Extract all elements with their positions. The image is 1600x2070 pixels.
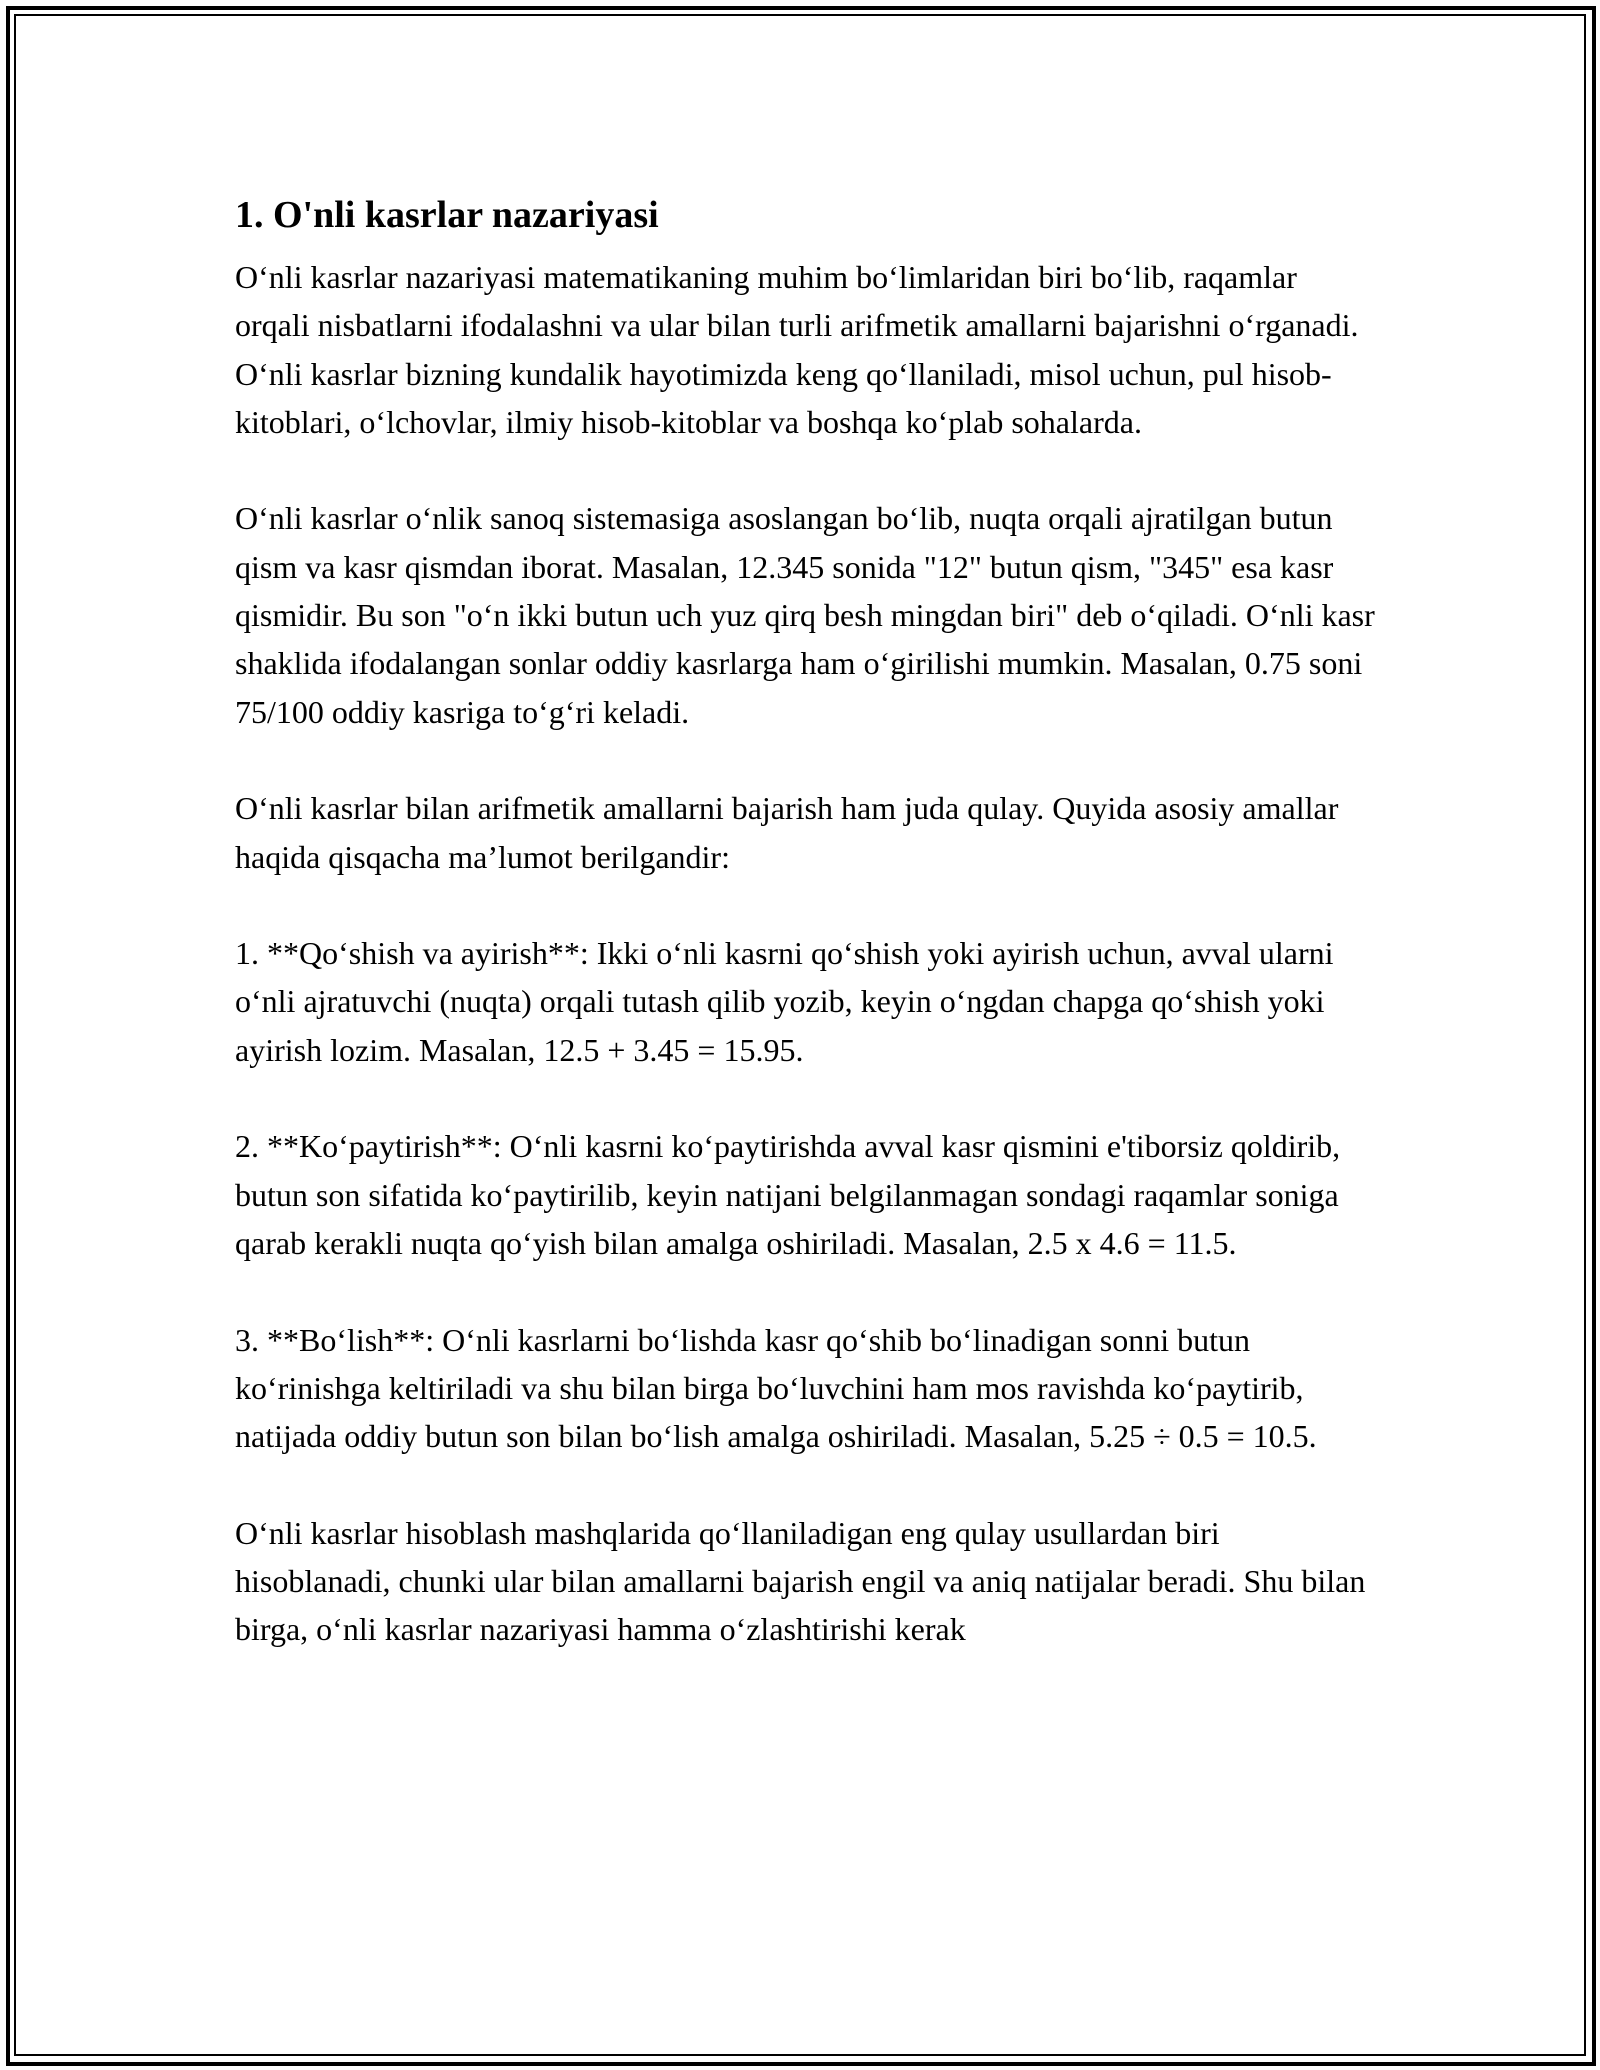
document-body bbox=[235, 185, 1375, 1654]
section-heading: 1. O'nli kasrlar nazariyasi bbox=[235, 194, 659, 236]
paragraph-multiplication: 2. **Ko‘paytirish**: O‘nli kasrni ko‘paytirishda avval kasr qismini e'tiborsiz qoldirib, butun son sifatida ko‘paytirilib, keyin natijani belgilanmagan sondagi raqamlar soniga qarab kerakli nuqta qo‘yish bilan amalga oshiriladi. Masalan, 2.5 x 4.6 = 11.5. bbox=[235, 1128, 1341, 1261]
paragraph-addition-subtraction: 1. **Qo‘shish va ayirish**: Ikki o‘nli kasrni qo‘shish yoki ayirish uchun, avval ularni o‘nli ajratuvchi (nuqta) orqali tutash qilib yozib, keyin o‘ngdan chapga qo‘shish yoki ayirish lozim. Masalan, 12.5 + 3.45 = 15.95. bbox=[235, 935, 1334, 1068]
paragraph-intro: O‘nli kasrlar nazariyasi matematikaning muhim bo‘limlaridan biri bo‘lib, raqamlar orqali nisbatlarni ifodalashni va ular bilan turli arifmetik amallarni bajarishni o‘rganadi. O‘nli kasrlar bizning kundalik hayotimizda keng qo‘llaniladi, misol uchun, pul hisob-kitoblari, o‘lchovlar, ilmiy hisob-kitoblar va boshqa ko‘plab sohalarda. bbox=[235, 259, 1359, 440]
paragraph-decimal-system: O‘nli kasrlar o‘nlik sanoq sistemasiga asoslangan bo‘lib, nuqta orqali ajratilgan butun qism va kasr qismdan iborat. Masalan, 12.345 sonida "12" butun qism, "345" esa kasr qismidir. Bu son "o‘n ikki butun uch yuz qirq besh mingdan biri" deb o‘qiladi. O‘nli kasr shaklida ifodalangan sonlar oddiy kasrlarga ham o‘girilishi mumkin. Masalan, 0.75 soni 75/100 oddiy kasriga to‘g‘ri keladi. bbox=[235, 500, 1375, 730]
paragraph-conclusion: O‘nli kasrlar hisoblash mashqlarida qo‘llaniladigan eng qulay usullardan biri hisoblanadi, chunki ular bilan amallarni bajarish engil va aniq natijalar beradi. Shu bilan birga, o‘nli kasrlar nazariyasi hamma o‘zlashtirishi kerak bbox=[235, 1514, 1366, 1648]
paragraph-division: 3. **Bo‘lish**: O‘nli kasrlarni bo‘lishda kasr qo‘shib bo‘linadigan sonni butun ko‘rinishga keltiriladi va shu bilan birga bo‘luvchini ham mos ravishda ko‘paytirib, natijada oddiy butun son bilan bo‘lish amalga oshiriladi. Masalan, 5.25 ÷ 0.5 = 10.5. bbox=[235, 1321, 1317, 1455]
paragraph-operations-intro: O‘nli kasrlar bilan arifmetik amallarni bajarish ham juda qulay. Quyida asosiy amallar haqida qisqacha ma’lumot berilgandir: bbox=[235, 790, 1339, 875]
